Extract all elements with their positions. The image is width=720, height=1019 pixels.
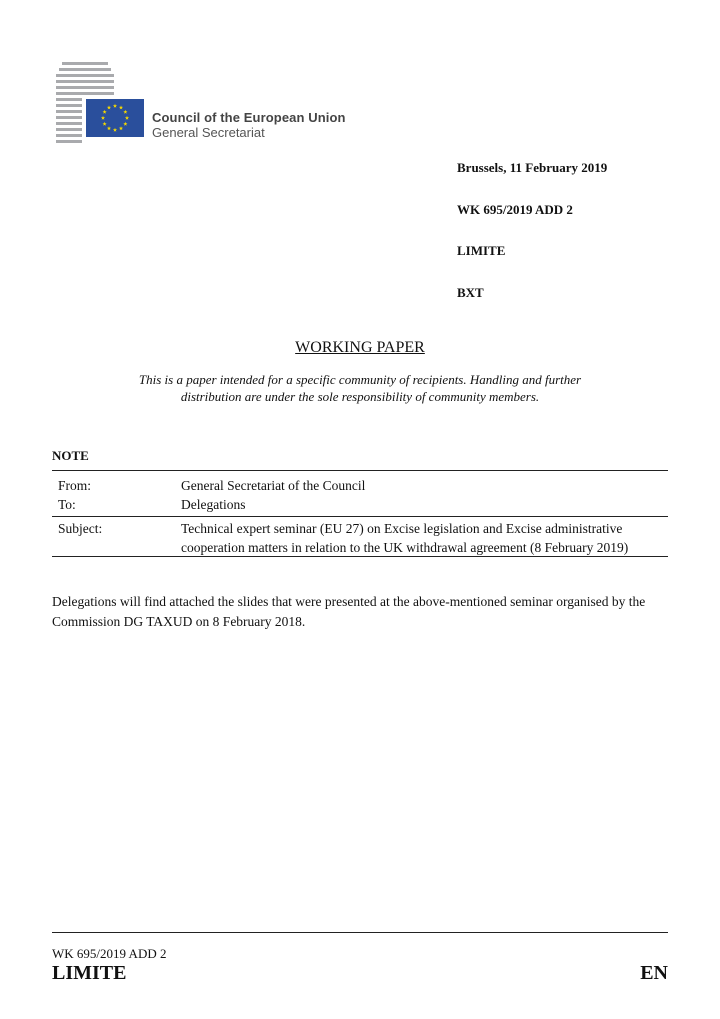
subject-value: Technical expert seminar (EU 27) on Excise legislation and Excise administrative cooperation matters in relation to the UK withdrawal agreement (8 February 2019) <box>181 521 629 555</box>
flag-star-icon <box>103 122 107 126</box>
flag-star-icon <box>125 116 129 120</box>
divider <box>52 470 668 471</box>
flag-star-icon <box>107 105 111 109</box>
note-label: NOTE <box>52 448 89 463</box>
divider <box>52 556 668 557</box>
footer-reference: WK 695/2019 ADD 2 <box>52 946 167 961</box>
document-reference: WK 695/2019 ADD 2 <box>457 202 573 217</box>
to-label: To: <box>58 497 76 512</box>
body-paragraph: Delegations will find attached the slides that were presented at the above-mentioned seminar organised by the Commission DG TAXUD on 8 February 2018. <box>52 594 646 629</box>
from-value: General Secretariat of the Council <box>181 478 366 493</box>
flag-star-icon <box>119 105 123 109</box>
subject-label: Subject: <box>58 521 103 536</box>
flag-star-icon <box>123 122 127 126</box>
logo-title: Council of the European Union <box>152 110 346 125</box>
page-subtitle: This is a paper intended for a specific community of recipients. Handling and further distribution are under the sole responsibility of community members. <box>138 372 582 404</box>
flag-star-icon <box>101 116 105 120</box>
page-title: WORKING PAPER <box>295 339 425 356</box>
flag-star-icon <box>123 110 127 114</box>
footer-classification: LIMITE <box>52 962 127 984</box>
to-value: Delegations <box>181 497 246 512</box>
eu-flag-icon <box>86 99 144 137</box>
flag-star-icon <box>103 110 107 114</box>
logo-subtitle: General Secretariat <box>152 125 265 140</box>
document-classification: LIMITE <box>457 243 506 258</box>
document-date: Brussels, 11 February 2019 <box>457 160 608 175</box>
flag-star-icon <box>107 126 111 130</box>
document-code: BXT <box>457 285 484 300</box>
flag-star-icon <box>119 126 123 130</box>
flag-star-icon <box>113 104 117 108</box>
divider <box>52 516 668 517</box>
footer-language: EN <box>640 962 668 984</box>
footer-divider <box>52 932 668 933</box>
flag-star-icon <box>113 128 117 132</box>
from-label: From: <box>58 478 92 493</box>
